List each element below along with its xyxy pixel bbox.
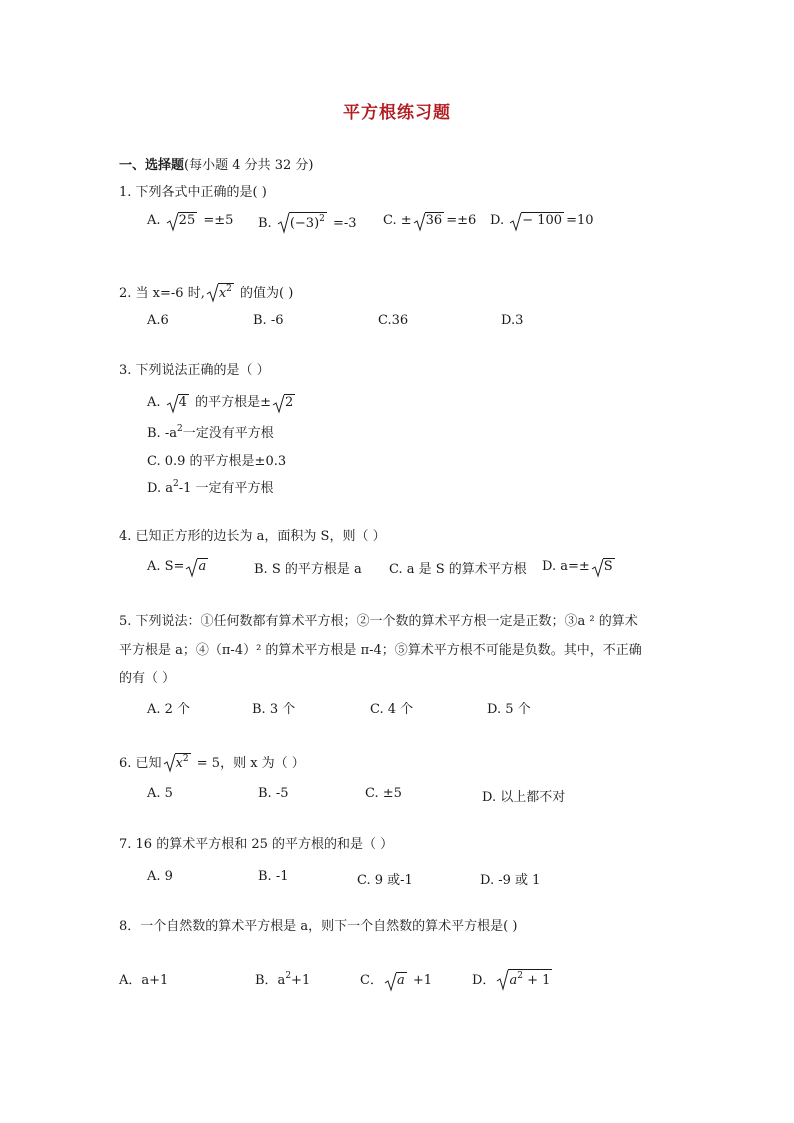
q3-d-exponent: 2 bbox=[172, 479, 179, 489]
q4-option-a bbox=[147, 558, 210, 574]
q1-b-sqrt bbox=[278, 212, 327, 231]
q2-stem-pre: 2. 当 x=-6 时, bbox=[119, 286, 205, 301]
q8-option-b bbox=[255, 969, 310, 988]
q6-option-c: C. ±5 bbox=[365, 786, 402, 801]
q4-d-radicand: S bbox=[603, 559, 613, 574]
q8-c-rest: +1 bbox=[408, 973, 433, 988]
q3-b-pre: B. -a bbox=[147, 426, 177, 441]
q3-d-post: -1 一定有平方根 bbox=[178, 481, 274, 496]
section-note: (每小题 4 分共 32 分) bbox=[184, 158, 314, 173]
q1-c-radicand: 36 bbox=[425, 213, 443, 228]
q8-d-radicand: a bbox=[509, 973, 518, 988]
q8-option-a: A．a+1 bbox=[119, 973, 169, 988]
q4-a-radicand: a bbox=[198, 559, 207, 574]
q3-option-d bbox=[147, 477, 274, 496]
q1-c-label: C. ± bbox=[383, 213, 412, 228]
q5-option-d: D. 5 个 bbox=[487, 702, 531, 717]
q5-option-c: C. 4 个 bbox=[370, 702, 414, 717]
question-2-stem bbox=[119, 283, 293, 303]
q1-a-radicand: 25 bbox=[178, 213, 196, 228]
q1-d-sqrt bbox=[510, 212, 564, 228]
q1-d-label: D. bbox=[490, 213, 505, 228]
q1-a-sqrt bbox=[167, 212, 198, 228]
q6-option-d: D. 以上都不对 bbox=[482, 790, 566, 805]
q5-option-b: B. 3 个 bbox=[252, 702, 296, 717]
q6-option-b: B. -5 bbox=[258, 786, 289, 801]
q4-a-sqrt bbox=[186, 558, 208, 574]
q8-d-radicand-rest: + 1 bbox=[522, 973, 551, 988]
q6-stem-post: ，则 x 为（ ） bbox=[220, 756, 305, 771]
q8-c-radicand: a bbox=[396, 973, 405, 988]
q1-option-b bbox=[258, 212, 357, 231]
q1-option-d bbox=[490, 212, 594, 228]
q4-option-c: C. a 是 S 的算术平方根 bbox=[389, 562, 527, 577]
question-5-line-1: 5. 下列说法：①任何数都有算术平方根；②一个数的算术平方根一定是正数；③a ² 的算术 bbox=[119, 614, 638, 629]
question-3-stem: 3. 下列说法正确的是（ ） bbox=[119, 363, 270, 378]
q6-exponent: 2 bbox=[182, 754, 189, 764]
q1-b-rest: =-3 bbox=[328, 216, 357, 231]
q4-a-label: A. S= bbox=[147, 559, 185, 574]
page-title: 平方根练习题 bbox=[343, 103, 451, 123]
q4-option-b: B. S 的平方根是 a bbox=[254, 562, 362, 577]
q3-option-a bbox=[147, 391, 297, 410]
q8-d-label: D． bbox=[472, 973, 496, 988]
q6-sqrt bbox=[164, 753, 191, 773]
q3-b-exponent: 2 bbox=[176, 424, 183, 434]
section-title: 一、选择题 bbox=[119, 158, 185, 173]
q3-d-pre: D. a bbox=[147, 481, 173, 496]
q3-option-c: C. 0.9 的平方根是±0.3 bbox=[147, 454, 287, 469]
q7-option-c: C. 9 或-1 bbox=[357, 873, 413, 888]
q7-option-b: B. -1 bbox=[258, 869, 289, 884]
q1-option-a bbox=[147, 212, 233, 228]
q1-b-label: B. bbox=[258, 216, 272, 231]
q8-option-c bbox=[360, 969, 432, 988]
question-5-line-2: 平方根是 a；④（π-4）² 的算术平方根是 π-4；⑤算术平方根不可能是负数。其中，不正确 bbox=[119, 643, 642, 658]
q7-option-a: A. 9 bbox=[147, 869, 173, 884]
q5-option-a: A. 2 个 bbox=[147, 702, 191, 717]
q8-c-label: C． bbox=[360, 973, 383, 988]
question-7-stem: 7. 16 的算术平方根和 25 的平方根的和是（ ） bbox=[119, 837, 394, 852]
q3-a-sqrt bbox=[167, 394, 189, 410]
q8-d-sqrt bbox=[497, 969, 552, 988]
q1-c-rest: =±6 bbox=[446, 213, 477, 228]
question-1-stem: 1. 下列各式中正确的是( ) bbox=[119, 185, 267, 200]
q2-stem-post: 的值为( ) bbox=[235, 286, 294, 301]
q1-b-radicand: (−3) bbox=[289, 216, 320, 231]
q2-sqrt bbox=[207, 283, 234, 303]
q6-equals: = 5 bbox=[192, 756, 221, 771]
q8-d-exponent: 2 bbox=[517, 971, 523, 981]
question-8-stem: 8．一个自然数的算术平方根是 a，则下一个自然数的算术平方根是( ) bbox=[119, 919, 518, 934]
q8-b-post: +1 bbox=[291, 973, 311, 988]
q8-b-pre: B．a bbox=[255, 973, 286, 988]
q8-b-exponent: 2 bbox=[285, 971, 292, 981]
q2-option-c: C.36 bbox=[378, 313, 409, 328]
q2-option-a: A.6 bbox=[147, 313, 169, 328]
q8-c-sqrt bbox=[385, 972, 407, 988]
q6-option-a: A. 5 bbox=[147, 786, 173, 801]
q7-option-d: D. -9 或 1 bbox=[480, 873, 541, 888]
q3-a-mid: 的平方根是± bbox=[190, 395, 271, 410]
q6-radicand: x bbox=[175, 756, 183, 771]
q1-c-sqrt bbox=[414, 212, 445, 228]
section-heading bbox=[119, 157, 314, 175]
q1-a-rest: =±5 bbox=[199, 213, 234, 228]
q2-option-b: B. -6 bbox=[253, 313, 284, 328]
q2-option-d: D.3 bbox=[501, 313, 524, 328]
question-4-stem: 4. 已知正方形的边长为 a，面积为 S，则（ ） bbox=[119, 529, 386, 544]
q3-b-post: 一定没有平方根 bbox=[182, 426, 274, 441]
q1-a-label: A. bbox=[147, 213, 161, 228]
q4-d-sqrt bbox=[592, 558, 615, 574]
q1-b-exponent: 2 bbox=[319, 214, 325, 224]
q8-option-d bbox=[472, 969, 554, 988]
q1-d-rest: =10 bbox=[566, 213, 594, 228]
q2-radicand: x bbox=[218, 286, 227, 301]
q6-stem-pre: 6. 已知 bbox=[119, 756, 162, 771]
q4-d-label: D. a=± bbox=[542, 559, 590, 574]
q3-a-radicand: 4 bbox=[178, 395, 187, 410]
q1-option-c bbox=[383, 212, 476, 228]
q3-a-sqrt2 bbox=[273, 394, 295, 410]
question-5-line-3: 的有（ ） bbox=[119, 671, 176, 686]
q3-a-radicand2: 2 bbox=[284, 395, 294, 410]
q2-exponent: 2 bbox=[226, 284, 232, 294]
q4-option-d bbox=[542, 558, 617, 574]
question-6-stem bbox=[119, 753, 305, 773]
q3-option-b bbox=[147, 422, 274, 441]
q1-d-radicand: − 100 bbox=[522, 213, 563, 228]
q3-a-label: A. bbox=[147, 395, 161, 410]
